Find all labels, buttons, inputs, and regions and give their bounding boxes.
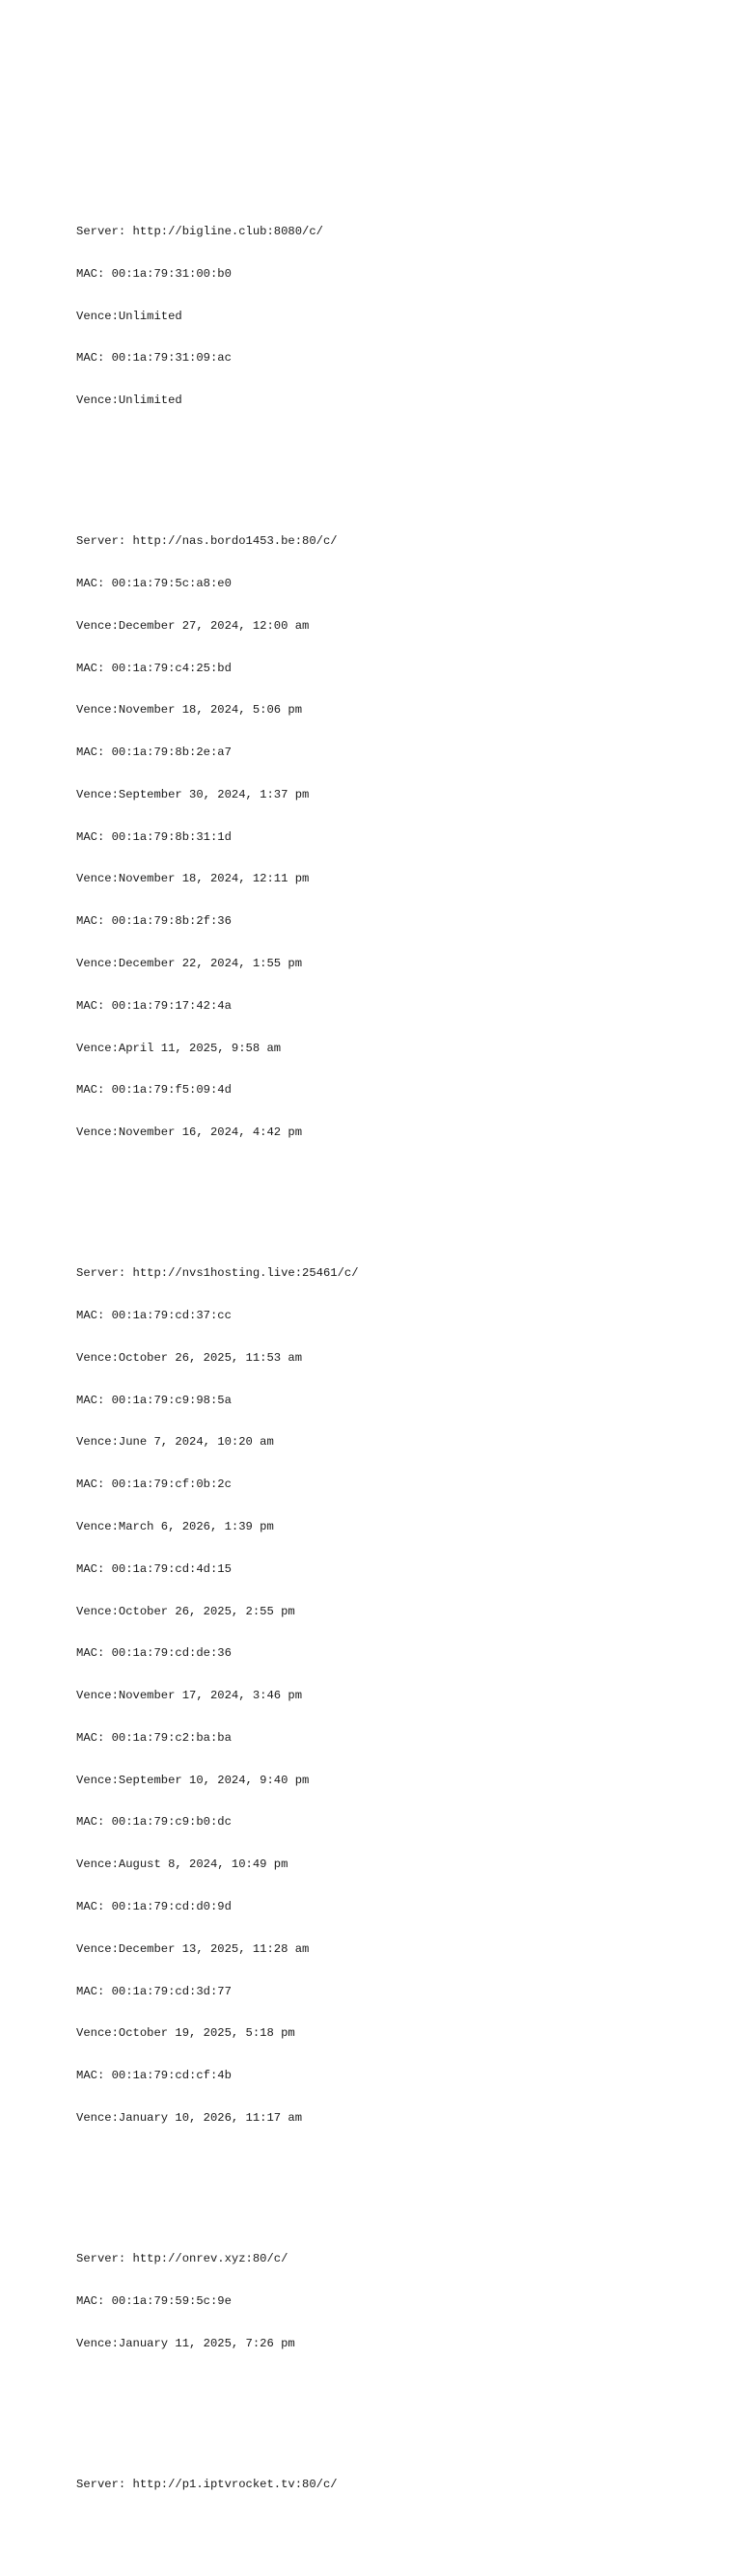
server-line: Server: http://bigline.club:8080/c/ [76, 224, 323, 238]
mac-line: MAC: 00:1a:79:cd:37:cc [76, 1309, 232, 1323]
mac-line: MAC: 00:1a:79:5c:a8:e0 [76, 577, 232, 591]
server-block [76, 506, 713, 1168]
mac-line: MAC: 00:1a:79:cd:d0:9d [76, 1900, 232, 1914]
mac-line: MAC: 00:1a:79:8b:2e:a7 [76, 746, 232, 760]
mac-line: MAC: 00:1a:79:c4:25:bd [76, 661, 232, 675]
mac-line: MAC: 00:1a:79:17:42:4a [76, 998, 232, 1013]
server-line: Server: http://p1.iptvrocket.tv:80/c/ [76, 2477, 338, 2491]
mac-line: MAC: 00:1a:79:c2:ba:ba [76, 1730, 232, 1745]
expiry-line: Vence:November 17, 2024, 3:46 pm [76, 1689, 303, 1703]
expiry-line: Vence:November 18, 2024, 5:06 pm [76, 703, 303, 718]
expiry-line: Vence:October 19, 2025, 5:18 pm [76, 2026, 295, 2041]
expiry-line: Vence:September 10, 2024, 9:40 pm [76, 1773, 310, 1787]
server-block [76, 1238, 713, 2154]
expiry-line: Vence:January 11, 2025, 7:26 pm [76, 2336, 295, 2350]
mac-line: MAC: 00:1a:79:cd:cf:4b [76, 2069, 232, 2083]
mac-line: MAC: 00:1a:79:cd:de:36 [76, 1646, 232, 1661]
mac-line: MAC: 00:1a:79:59:5c:9e [76, 2293, 232, 2308]
expiry-line: Vence:December 27, 2024, 12:00 am [76, 618, 310, 633]
server-block [76, 197, 713, 436]
expiry-line: Vence:November 18, 2024, 12:11 pm [76, 872, 310, 886]
expiry-line: Vence:March 6, 2026, 1:39 pm [76, 1520, 274, 1533]
mac-line: MAC: 00:1a:79:cf:0b:2c [76, 1478, 232, 1492]
server-block [76, 2450, 713, 2520]
mac-line: MAC: 00:1a:79:8b:2f:36 [76, 914, 232, 929]
mac-line: MAC: 00:1a:79:31:09:ac [76, 351, 232, 366]
mac-line: MAC: 00:1a:79:c9:b0:dc [76, 1815, 232, 1830]
expiry-line: Vence:December 13, 2025, 11:28 am [76, 1941, 310, 1956]
expiry-line: Vence:October 26, 2025, 2:55 pm [76, 1604, 295, 1618]
server-block [76, 2224, 713, 2379]
mac-line: MAC: 00:1a:79:f5:09:4d [76, 1083, 232, 1098]
mac-line: MAC: 00:1a:79:31:00:b0 [76, 266, 232, 281]
mac-line: MAC: 00:1a:79:8b:31:1d [76, 829, 232, 844]
mac-line: MAC: 00:1a:79:cd:4d:15 [76, 1561, 232, 1576]
mac-line: MAC: 00:1a:79:c9:98:5a [76, 1393, 232, 1407]
expiry-line: Vence:June 7, 2024, 10:20 am [76, 1435, 274, 1450]
server-line: Server: http://onrev.xyz:80/c/ [76, 2252, 288, 2266]
server-line: Server: http://nas.bordo1453.be:80/c/ [76, 534, 338, 549]
expiry-line: Vence:November 16, 2024, 4:42 pm [76, 1125, 303, 1140]
expiry-line: Vence:August 8, 2024, 10:49 pm [76, 1857, 288, 1872]
server-line: Server: http://nvs1hosting.live:25461/c/ [76, 1266, 359, 1281]
expiry-line: Vence:January 10, 2026, 11:17 am [76, 2110, 303, 2125]
expiry-line: Vence:April 11, 2025, 9:58 am [76, 1041, 282, 1055]
expiry-line: Vence:Unlimited [76, 393, 182, 408]
expiry-line: Vence:October 26, 2025, 11:53 am [76, 1350, 303, 1365]
mac-line: MAC: 00:1a:79:cd:3d:77 [76, 1984, 232, 1998]
expiry-line: Vence:September 30, 2024, 1:37 pm [76, 787, 310, 801]
document-body [76, 154, 713, 2576]
expiry-line: Vence:December 22, 2024, 1:55 pm [76, 957, 303, 971]
expiry-line: Vence:Unlimited [76, 309, 182, 323]
